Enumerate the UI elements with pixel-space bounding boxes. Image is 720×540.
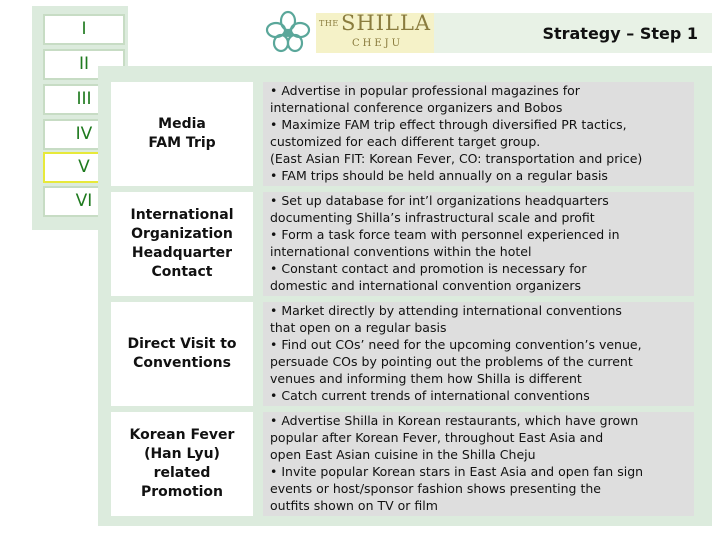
desc-line: • Find out COs’ need for the upcoming convention’s venue, <box>270 336 642 352</box>
row-label-line: International <box>130 207 234 223</box>
nav-tab-3[interactable]: III <box>43 84 125 115</box>
row-label-korean-fever <box>111 412 253 516</box>
desc-line: that open on a regular basis <box>270 319 447 335</box>
desc-line: documenting Shilla’s infrastructural scale and profit <box>270 209 595 225</box>
shilla-flower-logo-icon <box>262 10 314 58</box>
row-label-line: Direct Visit to <box>127 336 237 352</box>
row-label-media-fam-trip <box>111 82 253 186</box>
desc-line: events or host/sponsor fashion shows presenting the <box>270 480 601 496</box>
desc-line: • Set up database for int’l organizations headquarters <box>270 193 609 208</box>
desc-line: • Advertise Shilla in Korean restaurants, which have grown <box>270 413 639 428</box>
desc-line: customized for each different target group. <box>270 133 541 149</box>
desc-line: (East Asian FIT: Korean Fever, CO: transportation and price) <box>270 150 643 166</box>
row-label-line: Promotion <box>140 484 224 500</box>
desc-line: outfits shown on TV or film <box>270 497 438 513</box>
desc-line: persuade COs by pointing out the problems of the current <box>270 353 633 369</box>
desc-line: venues and informing them how Shilla is different <box>270 370 582 386</box>
row-desc-intl-org-contact <box>263 192 694 296</box>
row-label-intl-org-contact <box>111 192 253 296</box>
row-label-line: Conventions <box>133 355 231 371</box>
row-label-line: FAM Trip <box>148 135 216 151</box>
desc-line: popular after Korean Fever, throughout East Asia and <box>270 429 604 445</box>
title-bar <box>434 13 712 53</box>
desc-line: • Constant contact and promotion is necessary for <box>270 260 587 276</box>
desc-line: • Catch current trends of international conventions <box>270 387 590 403</box>
row-desc-media-fam-trip <box>263 82 694 186</box>
row-label-line: Organization <box>131 226 233 242</box>
desc-line: international conference organizers and Bobos <box>270 99 563 115</box>
row-label-line: Headquarter <box>131 245 233 261</box>
nav-tab-1[interactable]: I <box>43 14 125 45</box>
row-label-line: Media <box>158 116 206 132</box>
desc-line: • Market directly by attending international conventions <box>270 303 622 318</box>
nav-tab-2[interactable]: II <box>43 49 125 80</box>
nav-tab-6[interactable]: VI <box>43 186 125 217</box>
page-title: Strategy – Step 1 <box>542 24 698 43</box>
row-desc-korean-fever <box>263 412 694 516</box>
logo-sub-text: CHEJU <box>352 38 404 49</box>
row-label-line: Korean Fever <box>129 427 235 443</box>
desc-line: • FAM trips should be held annually on a regular basis <box>270 167 608 183</box>
logo-name-text: SHILLA <box>341 11 432 35</box>
desc-line: • Advertise in popular professional magazines for <box>270 83 580 98</box>
row-label-line: (Han Lyu) <box>144 446 220 462</box>
desc-line: international conventions within the hotel <box>270 243 532 259</box>
row-label-direct-visit <box>111 302 253 406</box>
row-label-line: Contact <box>151 264 213 280</box>
logo-the-text: THE <box>319 19 339 28</box>
desc-line: • Maximize FAM trip effect through diversified PR tactics, <box>270 116 627 132</box>
desc-line: domestic and international convention organizers <box>270 277 582 293</box>
row-desc-direct-visit <box>263 302 694 406</box>
desc-line: • Invite popular Korean stars in East Asia and open fan sign <box>270 463 644 479</box>
desc-line: open East Asian cuisine in the Shilla Cheju <box>270 446 536 462</box>
desc-line: • Form a task force team with personnel experienced in <box>270 226 620 242</box>
shilla-logo <box>316 13 434 53</box>
row-label-line: related <box>153 465 211 481</box>
nav-tab-5[interactable]: V <box>43 152 125 183</box>
nav-tab-4[interactable]: IV <box>43 119 125 150</box>
